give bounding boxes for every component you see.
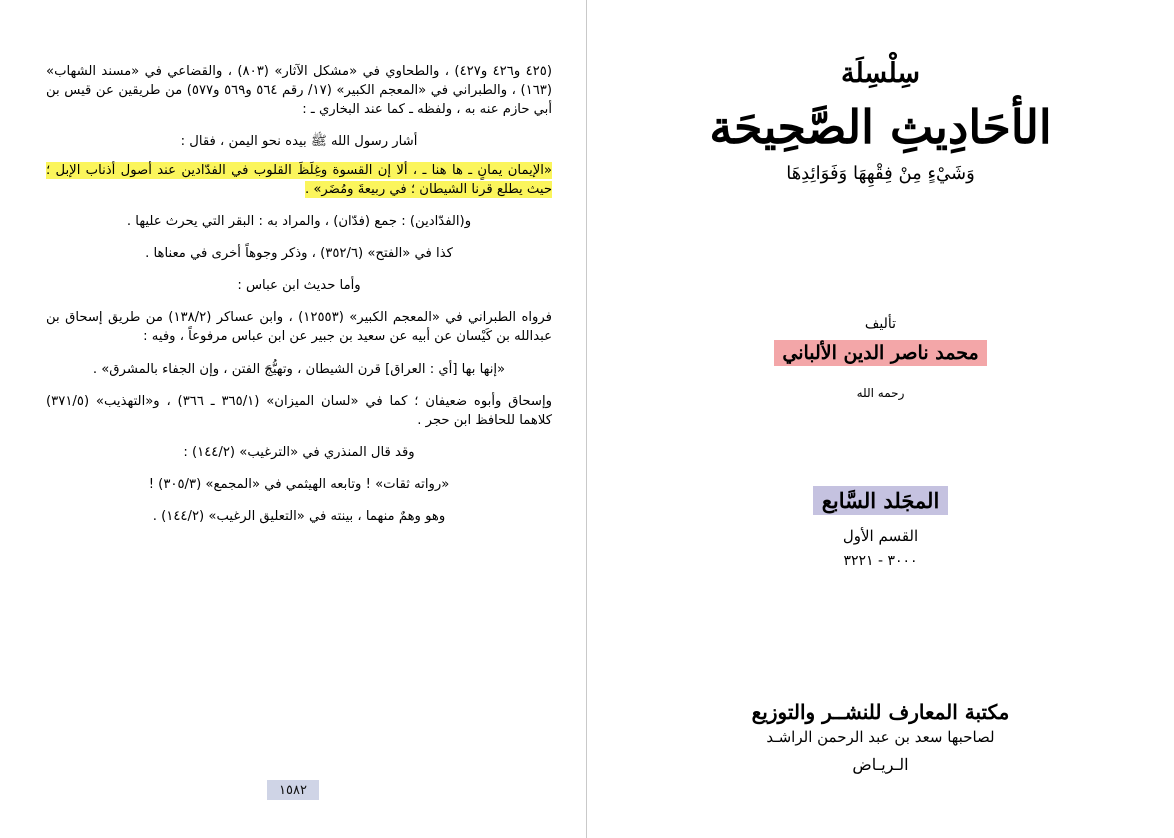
paragraph-narration-intro (46, 132, 552, 151)
page-number: ١٥٨٢ (267, 780, 319, 800)
author-name: محمد ناصر الدين الألباني (774, 340, 986, 366)
author-name-container (587, 340, 1174, 366)
paragraph-text: و(الفدّادين) : جمع (فدّان) ، والمراد به : البقر التي يحرث عليها . (126, 213, 472, 229)
paragraph-gloss-faddadin (46, 212, 552, 231)
paragraph-hadith-highlighted (46, 161, 552, 199)
paragraph-text: «رواته ثقات» ! وتابعه الهيثمي في «المجمع» (٣٠٥/٣) ! (148, 477, 450, 493)
paragraph-isnad-chain (46, 308, 552, 346)
paragraph-thiqat-quote (46, 475, 552, 494)
paragraph-text: وأما حديث ابن عباس : (237, 278, 361, 294)
paragraph-ibn-abbas-intro (46, 276, 552, 295)
text-page-body (46, 62, 552, 539)
title-page (587, 0, 1174, 838)
paragraph-weakness-verdict (46, 392, 552, 430)
paragraph-text: وقد قال المنذري في «الترغيب» (١٤٤/٢) : (183, 444, 415, 460)
book-subtitle: وَشَيْءٍ مِنْ فِقْهِهَا وَفَوَائِدِهَا (786, 163, 975, 184)
hadith-number-range: ٣٠٠٠ - ٣٢٢١ (843, 553, 918, 569)
publisher-owner: لصاحبها سعد بن عبد الرحمن الراشـد (766, 728, 995, 746)
paragraph-text: وإسحاق وأبوه ضعيفان ؛ كما في «لسان الميزان» (٣٦٥/١ ـ ٣٦٦) ، و«التهذيب» (٣٧١/٥) كلاهما للحافظ ابن حجر . (46, 393, 553, 428)
series-word: سِلْسِلَة (840, 58, 921, 89)
paragraph-text: (٤٢٥ و٤٢٦ و٤٢٧) ، والطحاوي في «مشكل الآثار» (٨٠٣) ، والقضاعي في «مسند الشهاب» (١٦٣) ، والطبراني في «المعجم الكبير» (١٧/ رقم ٥٦٤ و٥٦٩ و٥٧٧) من طريقين عن قيس بن أبي حازم عنه به ، ولفظه ـ كما عند البخاري ـ : (46, 64, 553, 118)
publisher-name: مكتبة المعارف للنشــر والتوزيع (751, 700, 1010, 724)
author-dua: رحمه الله (856, 386, 905, 400)
paragraph-text: كذا في «الفتح» (٣٥٢/٦) ، وذكر وجوهاً أخرى في معناها . (145, 245, 453, 261)
paragraph-text: وهو وهمٌ منهما ، بينته في «التعليق الرغيب» (١٤٤/٢) . (152, 509, 446, 525)
paragraph-text: فرواه الطبراني في «المعجم الكبير» (١٢٥٥٣) ، وابن عساكر (١٣٨/٢) من طريق إسحاق بن عبدالله بن كَيْسان عن أبيه عن سعيد بن جبير عن ابن عباس مرفوعاً ، وفيه : (46, 310, 552, 345)
publisher-city: الـريـاض (852, 755, 909, 774)
paragraph-text: «إنها بها [أي : العراق] قرن الشيطان ، وتهيُّجَ الفتن ، وإن الجفاء بالمشرق» . (92, 361, 506, 377)
highlighted-hadith-text: «الإيمان يمانٍ ـ ها هنا ـ ، ألا إن القسوة وغِلَظَ القلوب في الفدّادين عند أصول أذناب الإبل ؛ حيث يطلع قرنا الشيطان ؛ في ربيعةَ ومُضَر» . (46, 162, 552, 197)
text-page (0, 0, 586, 838)
book-main-title: الأحَادِيثِ الصَّحِيحَة (709, 100, 1052, 154)
paragraph-text: أشار رسول الله ﷺ بيده نحو اليمن ، فقال : (180, 134, 418, 150)
paragraph-fath-reference (46, 244, 552, 263)
paragraph-hadith-iraq (46, 360, 552, 379)
volume-label: المجَلد السَّابع (813, 486, 949, 515)
paragraph-sources-1 (46, 62, 552, 119)
page-number-container (0, 779, 586, 800)
paragraph-mundhiri-quote-intro (46, 443, 552, 462)
author-label: تأليف (864, 316, 897, 332)
volume-container (587, 486, 1174, 515)
section-label: القسم الأول (842, 527, 919, 545)
paragraph-final-note (46, 507, 552, 526)
